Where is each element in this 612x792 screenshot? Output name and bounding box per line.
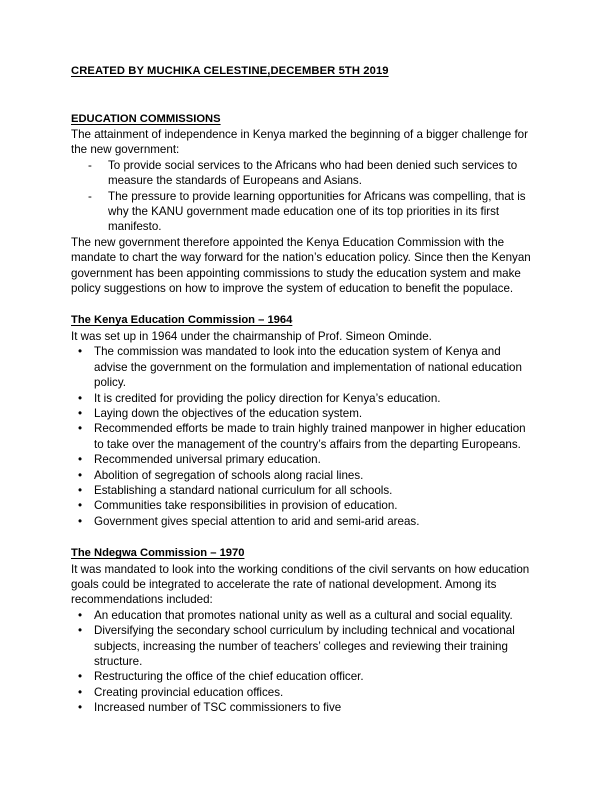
section-heading-kenya-education-commission: The Kenya Education Commission – 1964 xyxy=(71,314,293,327)
section-heading-line-1 xyxy=(71,311,544,328)
list-item-text: Laying down the objectives of the education system. xyxy=(94,406,363,420)
list-item xyxy=(71,498,533,513)
list-item xyxy=(71,391,533,406)
list-item-text: An education that promotes national unity as well as a cultural and social equality. xyxy=(94,608,513,622)
list-item-text: Abolition of segregation of schools along racial lines. xyxy=(94,468,364,482)
list-item xyxy=(71,468,533,483)
list-item-text: Establishing a standard national curriculum for all schools. xyxy=(94,483,393,497)
list-item xyxy=(71,669,533,684)
section-ndegwa-commission-1970 xyxy=(71,544,544,715)
section-education-commissions xyxy=(71,110,544,297)
bullet-marker-icon: • xyxy=(78,685,83,699)
list-item-text: Recommended universal primary education. xyxy=(94,453,321,467)
bullet-marker-icon: • xyxy=(78,391,83,405)
list-item-text: Creating provincial education offices. xyxy=(94,685,284,699)
list-item xyxy=(71,421,533,452)
dash-list-challenges xyxy=(71,158,544,235)
list-item-text: The commission was mandated to look into the education system of Kenya and advise the government on the formulation and implementation of national education policy. xyxy=(94,345,522,390)
section-kenya-education-commission-1964 xyxy=(71,311,544,529)
list-item xyxy=(71,685,533,700)
list-item-text: It is credited for providing the policy direction for Kenya’s education. xyxy=(94,391,441,405)
list-item xyxy=(71,608,533,623)
section-heading-ndegwa-commission: The Ndegwa Commission – 1970 xyxy=(71,547,245,560)
list-item xyxy=(71,700,533,715)
list-item xyxy=(71,158,544,189)
section-heading-line-2 xyxy=(71,544,544,561)
section-intro-ndegwa-commission: It was mandated to look into the working conditions of the civil servants on how education goals could be integrated to accelerate the rate of national development. Among its recommendations included: xyxy=(71,562,530,607)
list-item-text: Increased number of TSC commissioners to five xyxy=(94,701,342,715)
section-spacer-2 xyxy=(71,529,544,544)
list-item-text: Diversifying the secondary school curriculum by including technical and vocational subjects, increasing the number of teachers’ colleges and reviewing their training structure. xyxy=(94,624,515,668)
bullet-marker-icon: • xyxy=(78,670,83,684)
section-closing-education-commissions: The new government therefore appointed the Kenya Education Commission with the mandate to chart the way forward for the nation’s education policy. Since then the Kenyan government has been appointing commissions to study the education system and make policy suggestions on how to improve the system of education to benefit the populace. xyxy=(71,235,531,296)
list-item xyxy=(71,406,533,421)
list-item-text: To provide social services to the Africans who had been denied such services to measure the standards of Europeans and Asians. xyxy=(108,158,518,188)
list-item xyxy=(71,514,533,529)
list-item xyxy=(71,344,533,390)
document-title-line xyxy=(71,62,544,80)
bullet-marker-icon: • xyxy=(78,453,83,467)
bullet-marker-icon: • xyxy=(78,624,83,638)
bullet-marker-icon: • xyxy=(78,608,83,622)
bullet-marker-icon: • xyxy=(78,422,83,436)
section-intro-education-commissions: The attainment of independence in Kenya marked the beginning of a bigger challenge for the new government: xyxy=(71,128,528,157)
bullet-marker-icon: • xyxy=(78,483,83,497)
list-item-text: Government gives special attention to arid and semi-arid areas. xyxy=(94,514,420,528)
dash-marker-icon: - xyxy=(88,189,92,203)
document-title: CREATED BY MUCHIKA CELESTINE,DECEMBER 5TH 2019 xyxy=(71,65,389,77)
list-item-text: Communities take responsibilities in provision of education. xyxy=(94,499,398,513)
list-item xyxy=(71,452,533,467)
list-item-text: The pressure to provide learning opportunities for Africans was compelling, that is why the KANU government made education one of its top priorities in its first manifesto. xyxy=(108,189,526,234)
bullet-marker-icon: • xyxy=(78,701,83,715)
dash-marker-icon: - xyxy=(88,158,92,172)
list-item xyxy=(71,189,544,235)
list-item-text: Recommended efforts be made to train highly trained manpower in higher education to take over the management of the country’s affairs from the departing Europeans. xyxy=(94,422,526,451)
list-item xyxy=(71,483,533,498)
list-item-text: Restructuring the office of the chief education officer. xyxy=(94,670,364,684)
section-heading-education-commissions: EDUCATION COMMISSIONS xyxy=(71,112,221,125)
section-spacer-1 xyxy=(71,296,544,311)
section-intro-kenya-education-commission: It was set up in 1964 under the chairmanship of Prof. Simeon Ominde. xyxy=(71,329,432,343)
section-heading-line-0 xyxy=(71,110,544,127)
list-item xyxy=(71,623,533,669)
bullet-marker-icon: • xyxy=(78,499,83,513)
bullet-list-ndegwa-commission xyxy=(71,608,544,716)
bullet-marker-icon: • xyxy=(78,514,83,528)
bullet-list-kenya-education-commission xyxy=(71,344,544,529)
title-spacer xyxy=(71,80,544,110)
bullet-marker-icon: • xyxy=(78,345,83,359)
bullet-marker-icon: • xyxy=(78,468,83,482)
bullet-marker-icon: • xyxy=(78,406,83,420)
